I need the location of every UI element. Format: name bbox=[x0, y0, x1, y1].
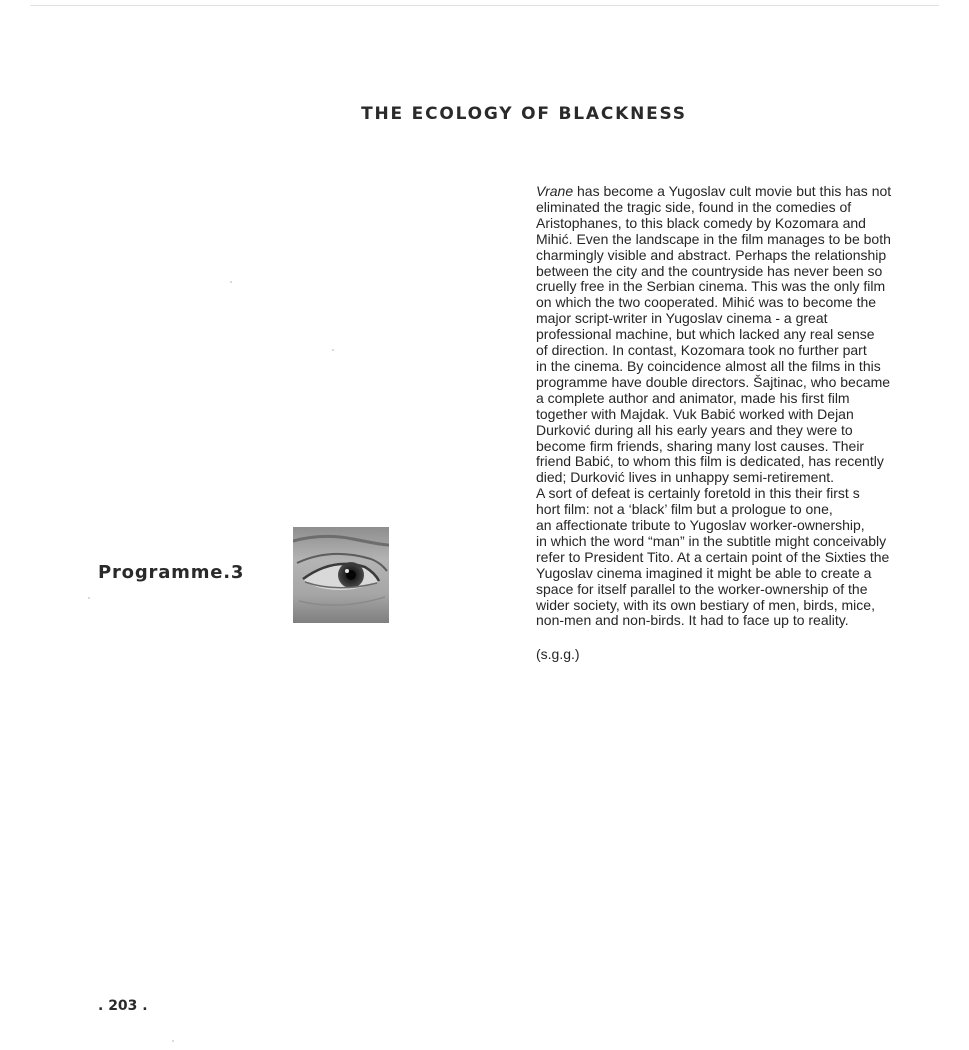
article-line: wider society, with its own bestiary of men, birds, mice, bbox=[536, 596, 875, 613]
eye-photo bbox=[293, 527, 389, 623]
article-line: Mihić. Even the landscape in the film manages to be both bbox=[536, 230, 891, 247]
article-line: refer to President Tito. At a certain point of the Sixties the bbox=[536, 548, 890, 565]
article-line: charmingly visible and abstract. Perhaps the relationship bbox=[536, 246, 887, 263]
page-number: . 203 . bbox=[98, 998, 148, 1014]
scan-speck bbox=[88, 597, 90, 599]
article-line: hort film: not a ‘black’ film but a prologue to one, bbox=[536, 501, 833, 518]
article-body bbox=[536, 183, 892, 629]
article-line: together with Majdak. Vuk Babić worked with Dejan bbox=[536, 405, 854, 422]
programme-label: Programme.3 bbox=[98, 562, 245, 583]
article-line: space for itself parallel to the worker-ownership of the bbox=[536, 580, 868, 597]
article-line: professional machine, but which lacked any real sense bbox=[536, 326, 875, 343]
article-line: a complete author and animator, made his first film bbox=[536, 389, 850, 406]
article-line: friend Babić, to whom this film is dedicated, has recently bbox=[536, 453, 884, 470]
top-rule bbox=[30, 5, 939, 6]
scan-speck bbox=[332, 349, 334, 351]
article-line: an affectionate tribute to Yugoslav worker-ownership, bbox=[536, 517, 865, 534]
article-line-0-rest: has become a Yugoslav cult movie but this has not bbox=[573, 183, 892, 199]
article-line: in which the word “man” in the subtitle might conceivably bbox=[536, 532, 887, 549]
article-line: died; Durković lives in unhappy semi-retirement. bbox=[536, 469, 835, 486]
page-title: THE ECOLOGY OF BLACKNESS bbox=[361, 104, 687, 124]
article-line: major script-writer in Yugoslav cinema - a great bbox=[536, 310, 828, 327]
article-line: programme have double directors. Šajtinac, who became bbox=[536, 373, 891, 390]
article-line: Aristophanes, to this black comedy by Kozomara and bbox=[536, 214, 866, 231]
article-line: become firm friends, sharing many lost causes. Their bbox=[536, 437, 865, 454]
article-line: eliminated the tragic side, found in the comedies of bbox=[536, 198, 852, 215]
author-signature: (s.g.g.) bbox=[536, 646, 580, 662]
article-line: between the city and the countryside has never been so bbox=[536, 262, 883, 279]
article-line: non-men and non-birds. It had to face up to reality. bbox=[536, 612, 849, 629]
article-line: Durković during all his early years and they were to bbox=[536, 421, 853, 438]
article-line: in the cinema. By coincidence almost all the films in this bbox=[536, 357, 881, 374]
film-title-italic: Vrane bbox=[536, 183, 574, 199]
article-line: Yugoslav cinema imagined it might be able to create a bbox=[536, 564, 872, 581]
scan-speck bbox=[172, 1040, 174, 1042]
article-line: on which the two cooperated. Mihić was to become the bbox=[536, 294, 877, 311]
article-line: cruelly free in the Serbian cinema. This was the only film bbox=[536, 278, 886, 295]
article-line-0 bbox=[536, 183, 892, 200]
article-line: of direction. In contast, Kozomara took no further part bbox=[536, 342, 867, 359]
scan-speck bbox=[230, 281, 232, 283]
article-line: A sort of defeat is certainly foretold in this their first s bbox=[536, 485, 860, 502]
